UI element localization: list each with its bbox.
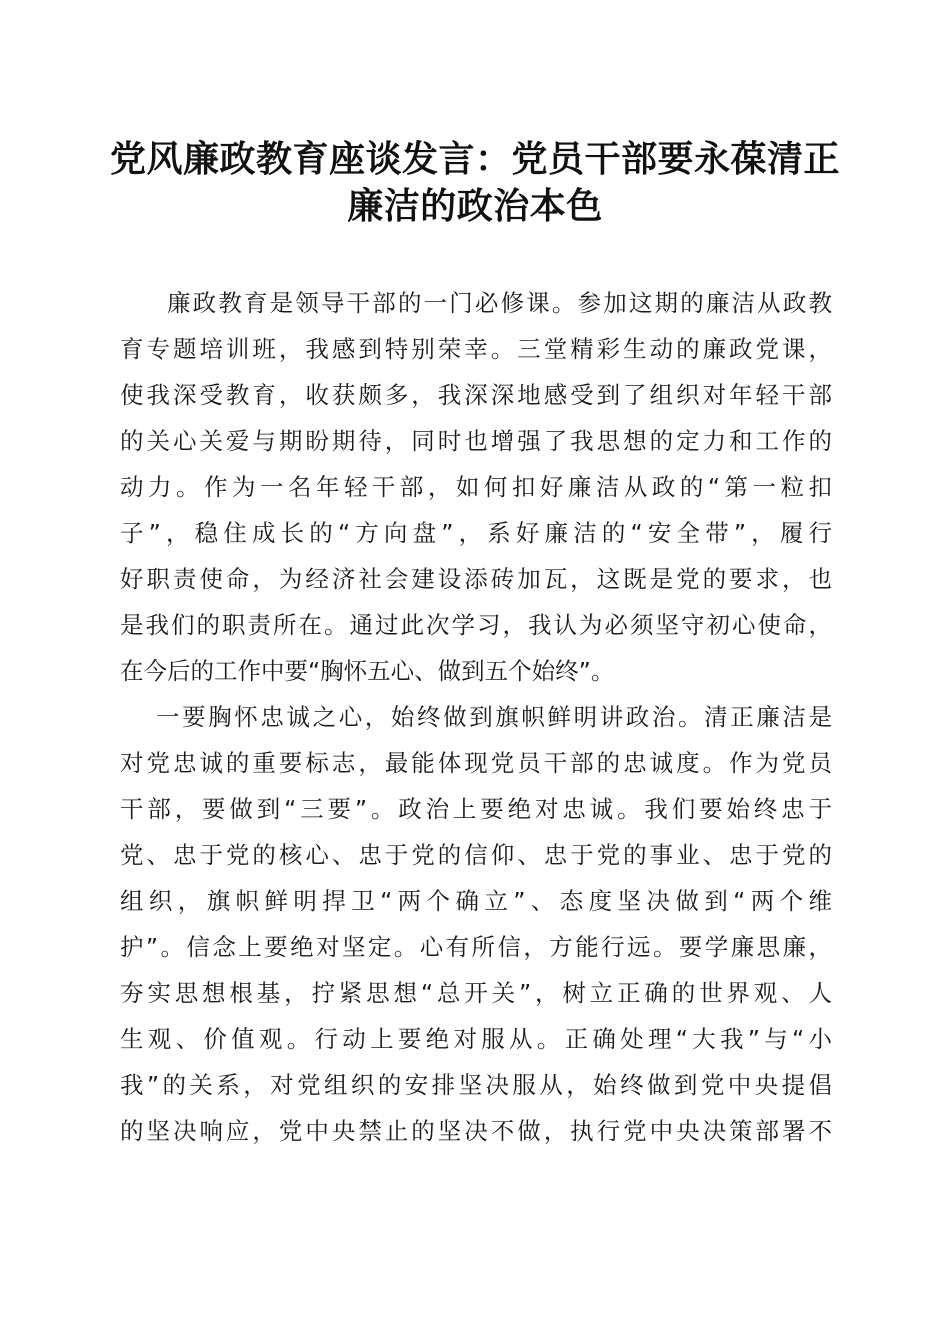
title-line-2: 廉洁的政治本色 [347, 185, 603, 227]
text-line: 的关心关爱与期盼期待，同时也增强了我思想的定力和工作的 [120, 427, 832, 455]
text-line: 使我深受教育，收获颇多，我深深地感受到了组织对年轻干部 [120, 381, 832, 409]
paragraph-2 [120, 694, 832, 1154]
paragraph-1 [120, 280, 832, 694]
document-title [100, 136, 850, 230]
text-line: 组织，旗帜鲜明捍卫“两个确立”、态度坚决做到“两个维 [120, 887, 832, 915]
text-line: 对党忠诚的重要标志，最能体现党员干部的忠诚度。作为党员 [120, 749, 832, 777]
text-line: 一要胸怀忠诚之心，始终做到旗帜鲜明讲政治。清正廉洁是 [156, 703, 832, 731]
document-body [120, 280, 832, 1154]
text-line: 我”的关系，对党组织的安排坚决服从，始终做到党中央提倡 [120, 1071, 832, 1099]
text-line: 护”。信念上要绝对坚定。心有所信，方能行远。要学廉思廉， [120, 933, 832, 961]
text-line: 干部，要做到“三要”。政治上要绝对忠诚。我们要始终忠于 [120, 795, 832, 823]
text-line: 的坚决响应，党中央禁止的坚决不做，执行党中央决策部署不 [120, 1117, 832, 1145]
text-line: 党、忠于党的核心、忠于党的信仰、忠于党的事业、忠于党的 [120, 841, 832, 869]
text-line: 廉政教育是领导干部的一门必修课。参加这期的廉洁从政教 [167, 289, 832, 317]
text-line: 子”，稳住成长的“方向盘”，系好廉洁的“安全带”，履行 [120, 519, 832, 547]
text-line: 好职责使命，为经济社会建设添砖加瓦，这既是党的要求，也 [120, 565, 832, 593]
text-line: 在今后的工作中要“胸怀五心、做到五个始终”。 [120, 657, 615, 685]
text-line: 夯实思想根基，拧紧思想“总开关”，树立正确的世界观、人 [120, 979, 832, 1007]
text-line: 育专题培训班，我感到特别荣幸。三堂精彩生动的廉政党课， [120, 335, 832, 363]
text-line: 是我们的职责所在。通过此次学习，我认为必须坚守初心使命， [120, 611, 832, 639]
text-line: 动力。作为一名年轻干部，如何扣好廉洁从政的“第一粒扣 [120, 473, 832, 501]
title-line-1: 党风廉政教育座谈发言：党员干部要永葆清正 [109, 138, 840, 180]
text-line: 生观、价值观。行动上要绝对服从。正确处理“大我”与“小 [120, 1025, 832, 1053]
